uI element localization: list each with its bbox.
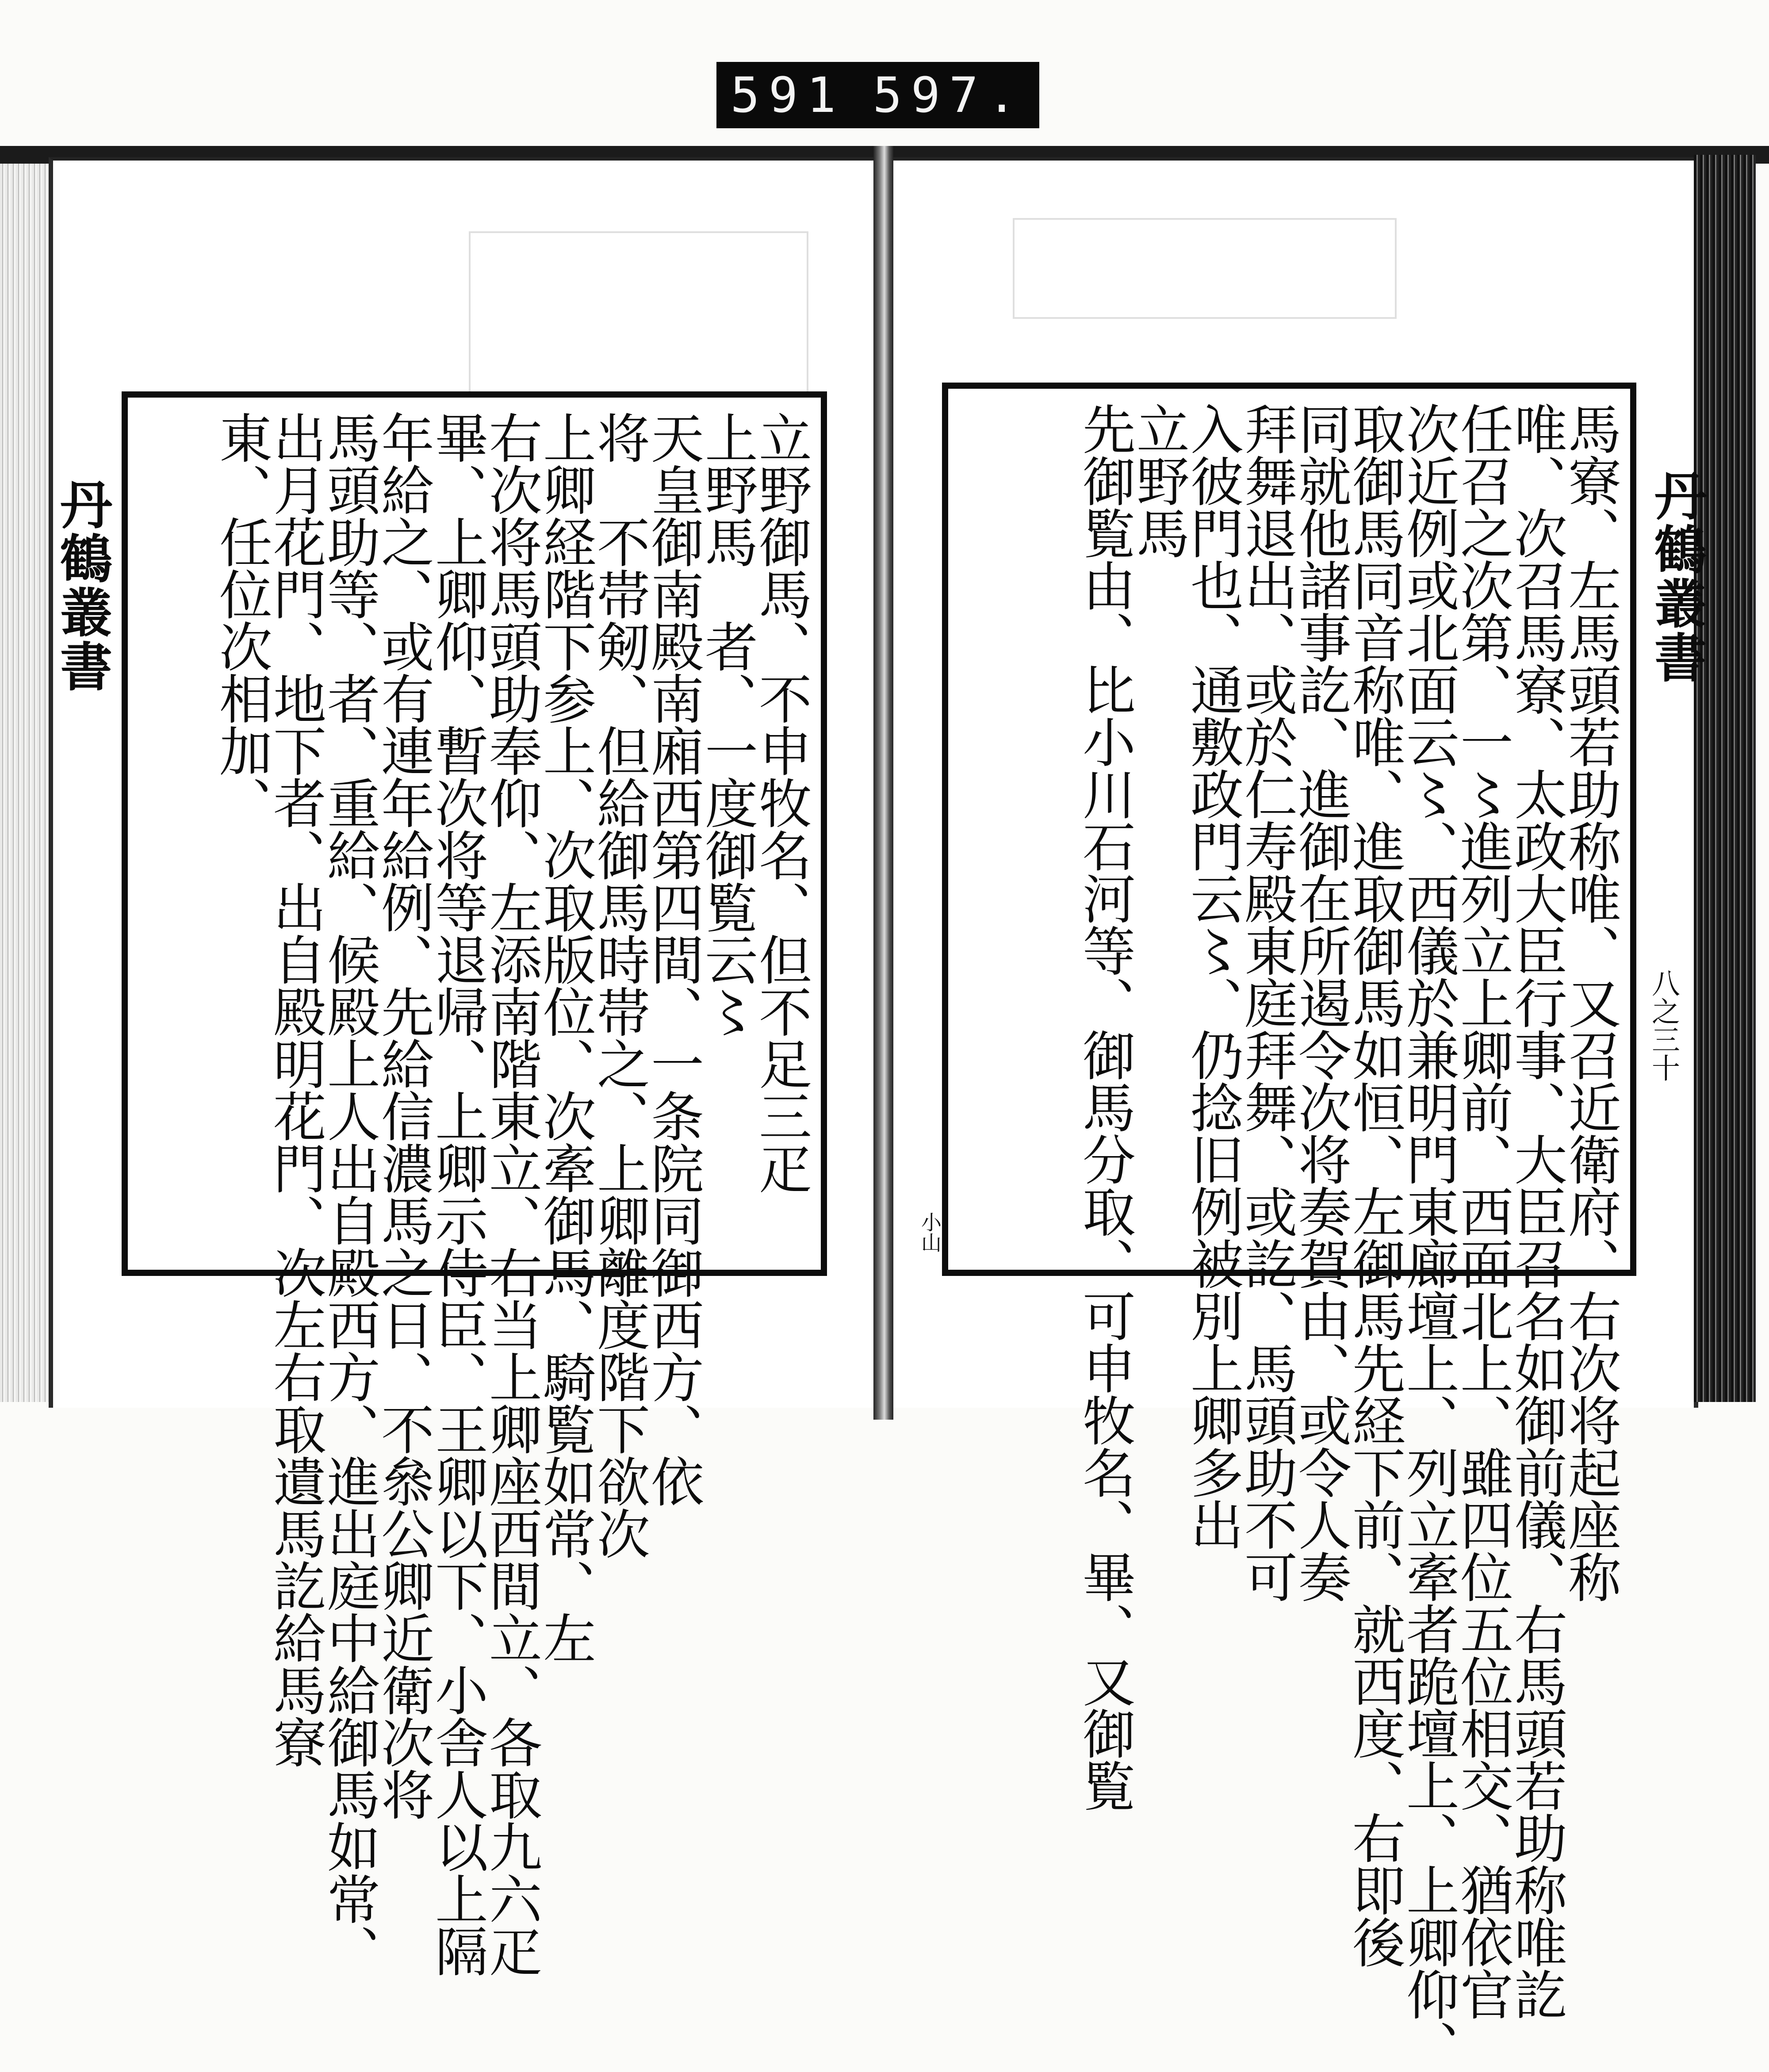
text-column: 馬寮、左馬頭若助称唯、又召近衛府、右次将起座称 [1559, 402, 1621, 1602]
text-column: 任召之次第、一〻進列立上卿前、西面北上、雖四位五位相交、猶依官 [1451, 402, 1513, 2020]
page-number-label [716, 62, 1039, 128]
text-column: 畢、上卿仰、暫次将等退帰、上卿示侍臣、王卿以下、小舎人以上隔 [426, 411, 488, 1976]
right-body-text [961, 402, 1621, 2072]
text-column: 東、任位次相加、 [211, 411, 272, 828]
text-column: 同就他諸事訖、進御在所遏令次将奏賀由、或令人奏 [1290, 402, 1351, 1602]
left-body-text [141, 411, 812, 1976]
text-column: 立野馬 [1128, 402, 1189, 559]
left-page-number: 591 [730, 67, 845, 123]
right-page-number: 597. [873, 67, 1026, 123]
text-column: 将 不帯剱、但給御馬時帯之、上卿離度階下欲次 [588, 411, 650, 1559]
right-margin-title: 丹鶴叢書 [1646, 469, 1707, 685]
text-column: 上卿経階下参上、次取版位、次牽御馬、騎覧如常、左 [534, 411, 596, 1663]
text-column: 次近例或北面云〻、西儀於兼明門東廊壇上、列立牽者跪壇上、上卿仰、 [1398, 402, 1459, 2072]
text-column: 馬頭助等、者、重給、候殿上人出自殿西方、進出庭中給御馬如常、 [318, 411, 380, 1976]
text-column: 取御馬同音称唯、進取御馬如恒、左御馬先経下前、就西度、右即後 [1344, 402, 1405, 1968]
text-column: 拜舞退出、或於仁寿殿東庭拜舞、或訖、馬頭助不可 [1236, 402, 1297, 1602]
left-margin-title: 丹鶴叢書 [51, 478, 113, 693]
text-column: 右次将馬頭助奉仰、左添南階東立、右当上卿座西間立、各取九六疋 [480, 411, 542, 1976]
text-column: 年給之、或有連年給例、先給信濃馬之日、不叅公卿近衛次将 [372, 411, 434, 1820]
faint-stamp [1013, 218, 1397, 319]
faint-stamp [469, 231, 808, 394]
page-marker: 八之三十 [1647, 969, 1680, 1082]
book-edge-right [1694, 155, 1756, 1402]
text-column: 出月花門、地下者、出自殿明花門、次左右取遺馬訖給馬寮 [264, 411, 326, 1768]
book-edge-left [0, 155, 49, 1402]
text-column: 唯、次召馬寮、太政大臣行事、大臣召名如御前儀、右馬頭若助称唯訖 [1505, 402, 1567, 2020]
text-column: 立野御馬、不申牧名、但不足三疋 [750, 411, 812, 1194]
left-text-frame [122, 391, 827, 1976]
text-column: 入彼門也、通敷政門云〻、仍捻旧例被別上卿多出 [1182, 402, 1243, 1550]
text-column: 先御覧由、比小川石河等、御馬分取、可申牧名、畢、又御覧 [1074, 402, 1135, 1811]
text-column: 上野馬 者、一度御覧云〻 [696, 411, 758, 1037]
bottom-note: 小山 [918, 1212, 942, 1252]
book-spine [873, 146, 893, 1420]
text-column: 天皇御南殿南廂西第四間、一条院同御西方、依 [642, 411, 704, 1507]
right-text-frame [942, 383, 1636, 2072]
